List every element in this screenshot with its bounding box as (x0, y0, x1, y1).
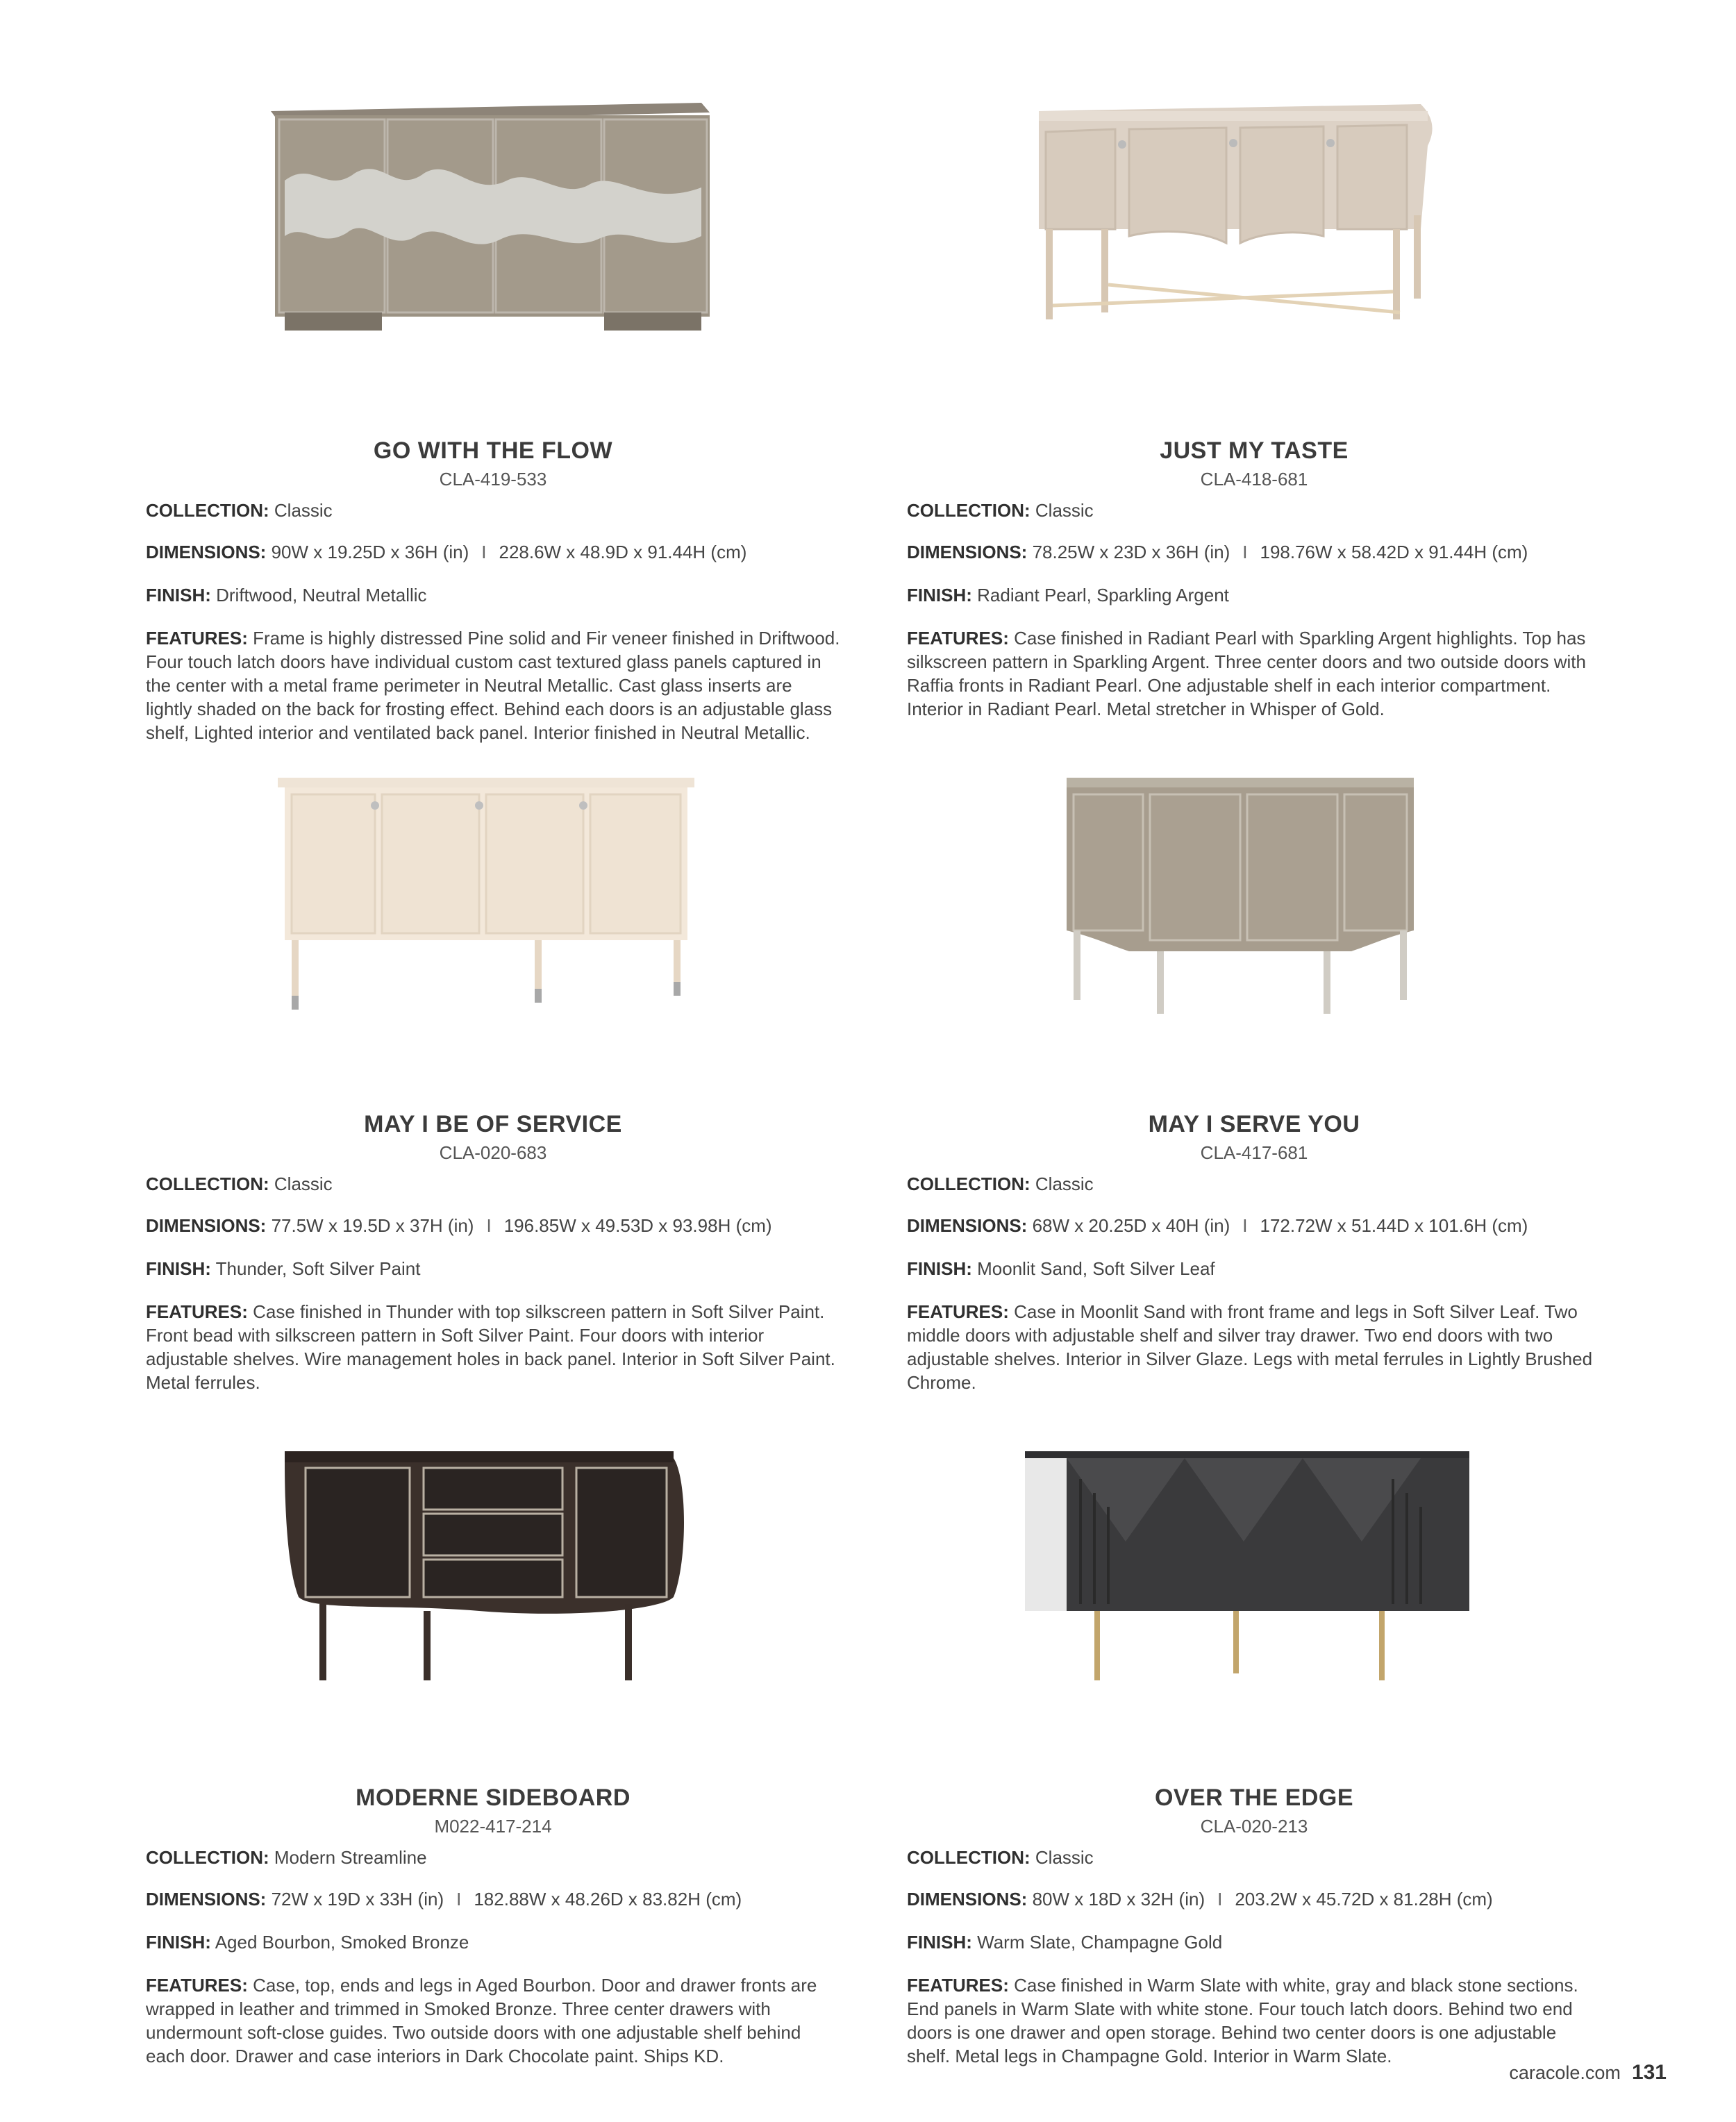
collection-label: COLLECTION: (146, 500, 269, 521)
dimensions-centimeters: 172.72W x 51.44D x 101.6H (cm) (1260, 1215, 1528, 1236)
finish-line (146, 1930, 840, 1954)
dimensions-label: DIMENSIONS: (907, 1889, 1028, 1910)
features-label: FEATURES: (907, 1301, 1009, 1322)
finish-value: Driftwood, Neutral Metallic (216, 585, 427, 605)
collection-value: Classic (274, 1173, 333, 1194)
features-value: Case, top, ends and legs in Aged Bourbon. Door and drawer fronts are wrapped in leather and trimmed in Smoked Bronze. Three center drawers with undermount soft-close guides. Two outside doors with one adjustable shelf behind each door. Drawer and case interiors in Dark Chocolate paint. Ships KD. (146, 1975, 817, 2066)
sideboard-illustration (907, 764, 1601, 1021)
features-value: Frame is highly distressed Pine solid and Fir veneer finished in Driftwood. Four touch latch doors have individual custom cast textured glass panels captured in the center with a metal frame perimeter in Neutral Metallic. Cast glass inserts are lightly shaded on the back for frosting effect. Behind each doors is an adjustable glass shelf, Lighted interior and ventilated back panel. Interior finished in Neutral Metallic. (146, 628, 840, 743)
collection-label: COLLECTION: (907, 1847, 1030, 1868)
dimensions-inches: 77.5W x 19.5D x 37H (in) (271, 1215, 474, 1236)
page-number: 131 (1631, 2061, 1667, 2084)
dimensions-inches: 80W x 18D x 32H (in) (1032, 1889, 1205, 1910)
features-label: FEATURES: (146, 1975, 248, 1996)
dimensions-centimeters: 198.76W x 58.42D x 91.44H (cm) (1260, 542, 1528, 562)
finish-value: Aged Bourbon, Smoked Bronze (215, 1932, 469, 1953)
dimensions-inches: 68W x 20.25D x 40H (in) (1032, 1215, 1230, 1236)
product-card-over-the-edge (907, 1437, 1601, 2068)
collection-value: Modern Streamline (274, 1847, 427, 1868)
website-link[interactable]: caracole.com (1509, 2062, 1621, 2083)
dimensions-label: DIMENSIONS: (146, 1889, 267, 1910)
finish-value: Thunder, Soft Silver Paint (215, 1258, 421, 1279)
product-photo (907, 90, 1601, 347)
finish-label: FINISH: (907, 1258, 972, 1279)
features-line (907, 1973, 1601, 2068)
product-card-may-i-be-of-service (146, 764, 840, 1394)
collection-line (146, 1846, 840, 1869)
product-name: MAY I BE OF SERVICE (364, 1111, 622, 1137)
dimensions-label: DIMENSIONS: (907, 542, 1028, 562)
sideboard-illustration (907, 1437, 1601, 1694)
collection-value: Classic (1035, 1173, 1094, 1194)
collection-line (146, 1172, 840, 1196)
dimensions-label: DIMENSIONS: (146, 1215, 267, 1236)
finish-value: Warm Slate, Champagne Gold (977, 1932, 1223, 1953)
product-name: MODERNE SIDEBOARD (356, 1785, 631, 1811)
collection-value: Classic (274, 500, 333, 521)
features-line (146, 1300, 840, 1394)
collection-line (907, 499, 1601, 522)
features-line (146, 1973, 840, 2068)
features-value: Case finished in Thunder with top silkscreen pattern in Soft Silver Paint. Front bead with silkscreen pattern in Soft Silver Paint. Four doors with interior adjustable shelves. Wire management holes in back panel. Interior in Soft Silver Paint. Metal ferrules. (146, 1301, 835, 1393)
finish-label: FINISH: (146, 1258, 211, 1279)
dimensions-separator: I (481, 542, 487, 562)
dimensions-centimeters: 203.2W x 45.72D x 81.28H (cm) (1235, 1889, 1493, 1910)
product-name: GO WITH THE FLOW (373, 437, 613, 464)
dimensions-line (907, 1214, 1601, 1237)
product-photo (146, 1437, 840, 1694)
features-line (907, 626, 1601, 721)
finish-line (907, 583, 1601, 607)
collection-label: COLLECTION: (146, 1847, 269, 1868)
finish-label: FINISH: (146, 585, 211, 605)
product-name: MAY I SERVE YOU (1148, 1111, 1360, 1137)
finish-label: FINISH: (146, 1932, 211, 1953)
product-sku: CLA-417-681 (1200, 1142, 1308, 1163)
sideboard-illustration (907, 90, 1601, 347)
product-sku: CLA-418-681 (1200, 469, 1308, 490)
collection-label: COLLECTION: (907, 500, 1030, 521)
sideboard-illustration (146, 90, 840, 347)
product-photo (146, 90, 840, 347)
dimensions-separator: I (1242, 1215, 1248, 1236)
finish-line (907, 1930, 1601, 1954)
collection-value: Classic (1035, 1847, 1094, 1868)
dimensions-centimeters: 196.85W x 49.53D x 93.98H (cm) (503, 1215, 772, 1236)
features-value: Case finished in Radiant Pearl with Sparkling Argent highlights. Top has silkscreen pattern in Sparkling Argent. Three center doors and two outside doors with Raffia fronts in Radiant Pearl. One adjustable shelf in each interior compartment. Interior in Radiant Pearl. Metal stretcher in Whisper of Gold. (907, 628, 1586, 719)
product-card-may-i-serve-you (907, 764, 1601, 1394)
features-value: Case finished in Warm Slate with white, gray and black stone sections. End panels in Warm Slate with white stone. Four touch latch doors. Behind two end doors is one drawer and open storage. Behind two center doors is one adjustable shelf. Metal legs in Champagne Gold. Interior in Warm Slate. (907, 1975, 1578, 2066)
dimensions-centimeters: 182.88W x 48.26D x 83.82H (cm) (474, 1889, 742, 1910)
sideboard-illustration (146, 764, 840, 1021)
features-label: FEATURES: (146, 628, 248, 649)
dimensions-line (907, 1887, 1601, 1911)
product-name: JUST MY TASTE (1160, 437, 1349, 464)
product-card-just-my-taste (907, 90, 1601, 721)
product-card-moderne-sideboard (146, 1437, 840, 2068)
features-label: FEATURES: (907, 1975, 1009, 1996)
product-photo (907, 764, 1601, 1021)
dimensions-separator: I (486, 1215, 492, 1236)
product-sku: CLA-020-213 (1200, 1816, 1308, 1837)
dimensions-inches: 78.25W x 23D x 36H (in) (1032, 542, 1230, 562)
collection-label: COLLECTION: (146, 1173, 269, 1194)
dimensions-separator: I (456, 1889, 462, 1910)
dimensions-label: DIMENSIONS: (907, 1215, 1028, 1236)
features-line (146, 626, 840, 744)
product-sku: M022-417-214 (434, 1816, 552, 1837)
sideboard-illustration (146, 1437, 840, 1694)
features-value: Case in Moonlit Sand with front frame and legs in Soft Silver Leaf. Two middle doors with adjustable shelf and silver tray drawer. Two end doors with two adjustable shelves. Interior in Silver Glaze. Legs with metal ferrules in Lightly Brushed Chrome. (907, 1301, 1593, 1393)
product-photo (907, 1437, 1601, 1694)
finish-label: FINISH: (907, 1932, 972, 1953)
collection-label: COLLECTION: (907, 1173, 1030, 1194)
dimensions-label: DIMENSIONS: (146, 542, 267, 562)
collection-line (907, 1172, 1601, 1196)
features-label: FEATURES: (907, 628, 1009, 649)
finish-line (907, 1257, 1601, 1280)
finish-value: Moonlit Sand, Soft Silver Leaf (977, 1258, 1215, 1279)
product-sku: CLA-020-683 (439, 1142, 547, 1163)
product-card-go-with-the-flow (146, 90, 840, 744)
dimensions-inches: 72W x 19D x 33H (in) (271, 1889, 444, 1910)
dimensions-line (146, 540, 840, 564)
finish-value: Radiant Pearl, Sparkling Argent (977, 585, 1229, 605)
dimensions-line (146, 1214, 840, 1237)
collection-line (907, 1846, 1601, 1869)
features-line (907, 1300, 1601, 1394)
dimensions-centimeters: 228.6W x 48.9D x 91.44H (cm) (499, 542, 747, 562)
product-name: OVER THE EDGE (1154, 1785, 1354, 1811)
product-photo (146, 764, 840, 1021)
dimensions-separator: I (1242, 542, 1248, 562)
features-label: FEATURES: (146, 1301, 248, 1322)
dimensions-inches: 90W x 19.25D x 36H (in) (271, 542, 469, 562)
product-sku: CLA-419-533 (439, 469, 547, 490)
finish-label: FINISH: (907, 585, 972, 605)
page-footer (1509, 2061, 1667, 2085)
collection-value: Classic (1035, 500, 1094, 521)
dimensions-line (907, 540, 1601, 564)
finish-line (146, 583, 840, 607)
dimensions-separator: I (1217, 1889, 1223, 1910)
dimensions-line (146, 1887, 840, 1911)
collection-line (146, 499, 840, 522)
finish-line (146, 1257, 840, 1280)
